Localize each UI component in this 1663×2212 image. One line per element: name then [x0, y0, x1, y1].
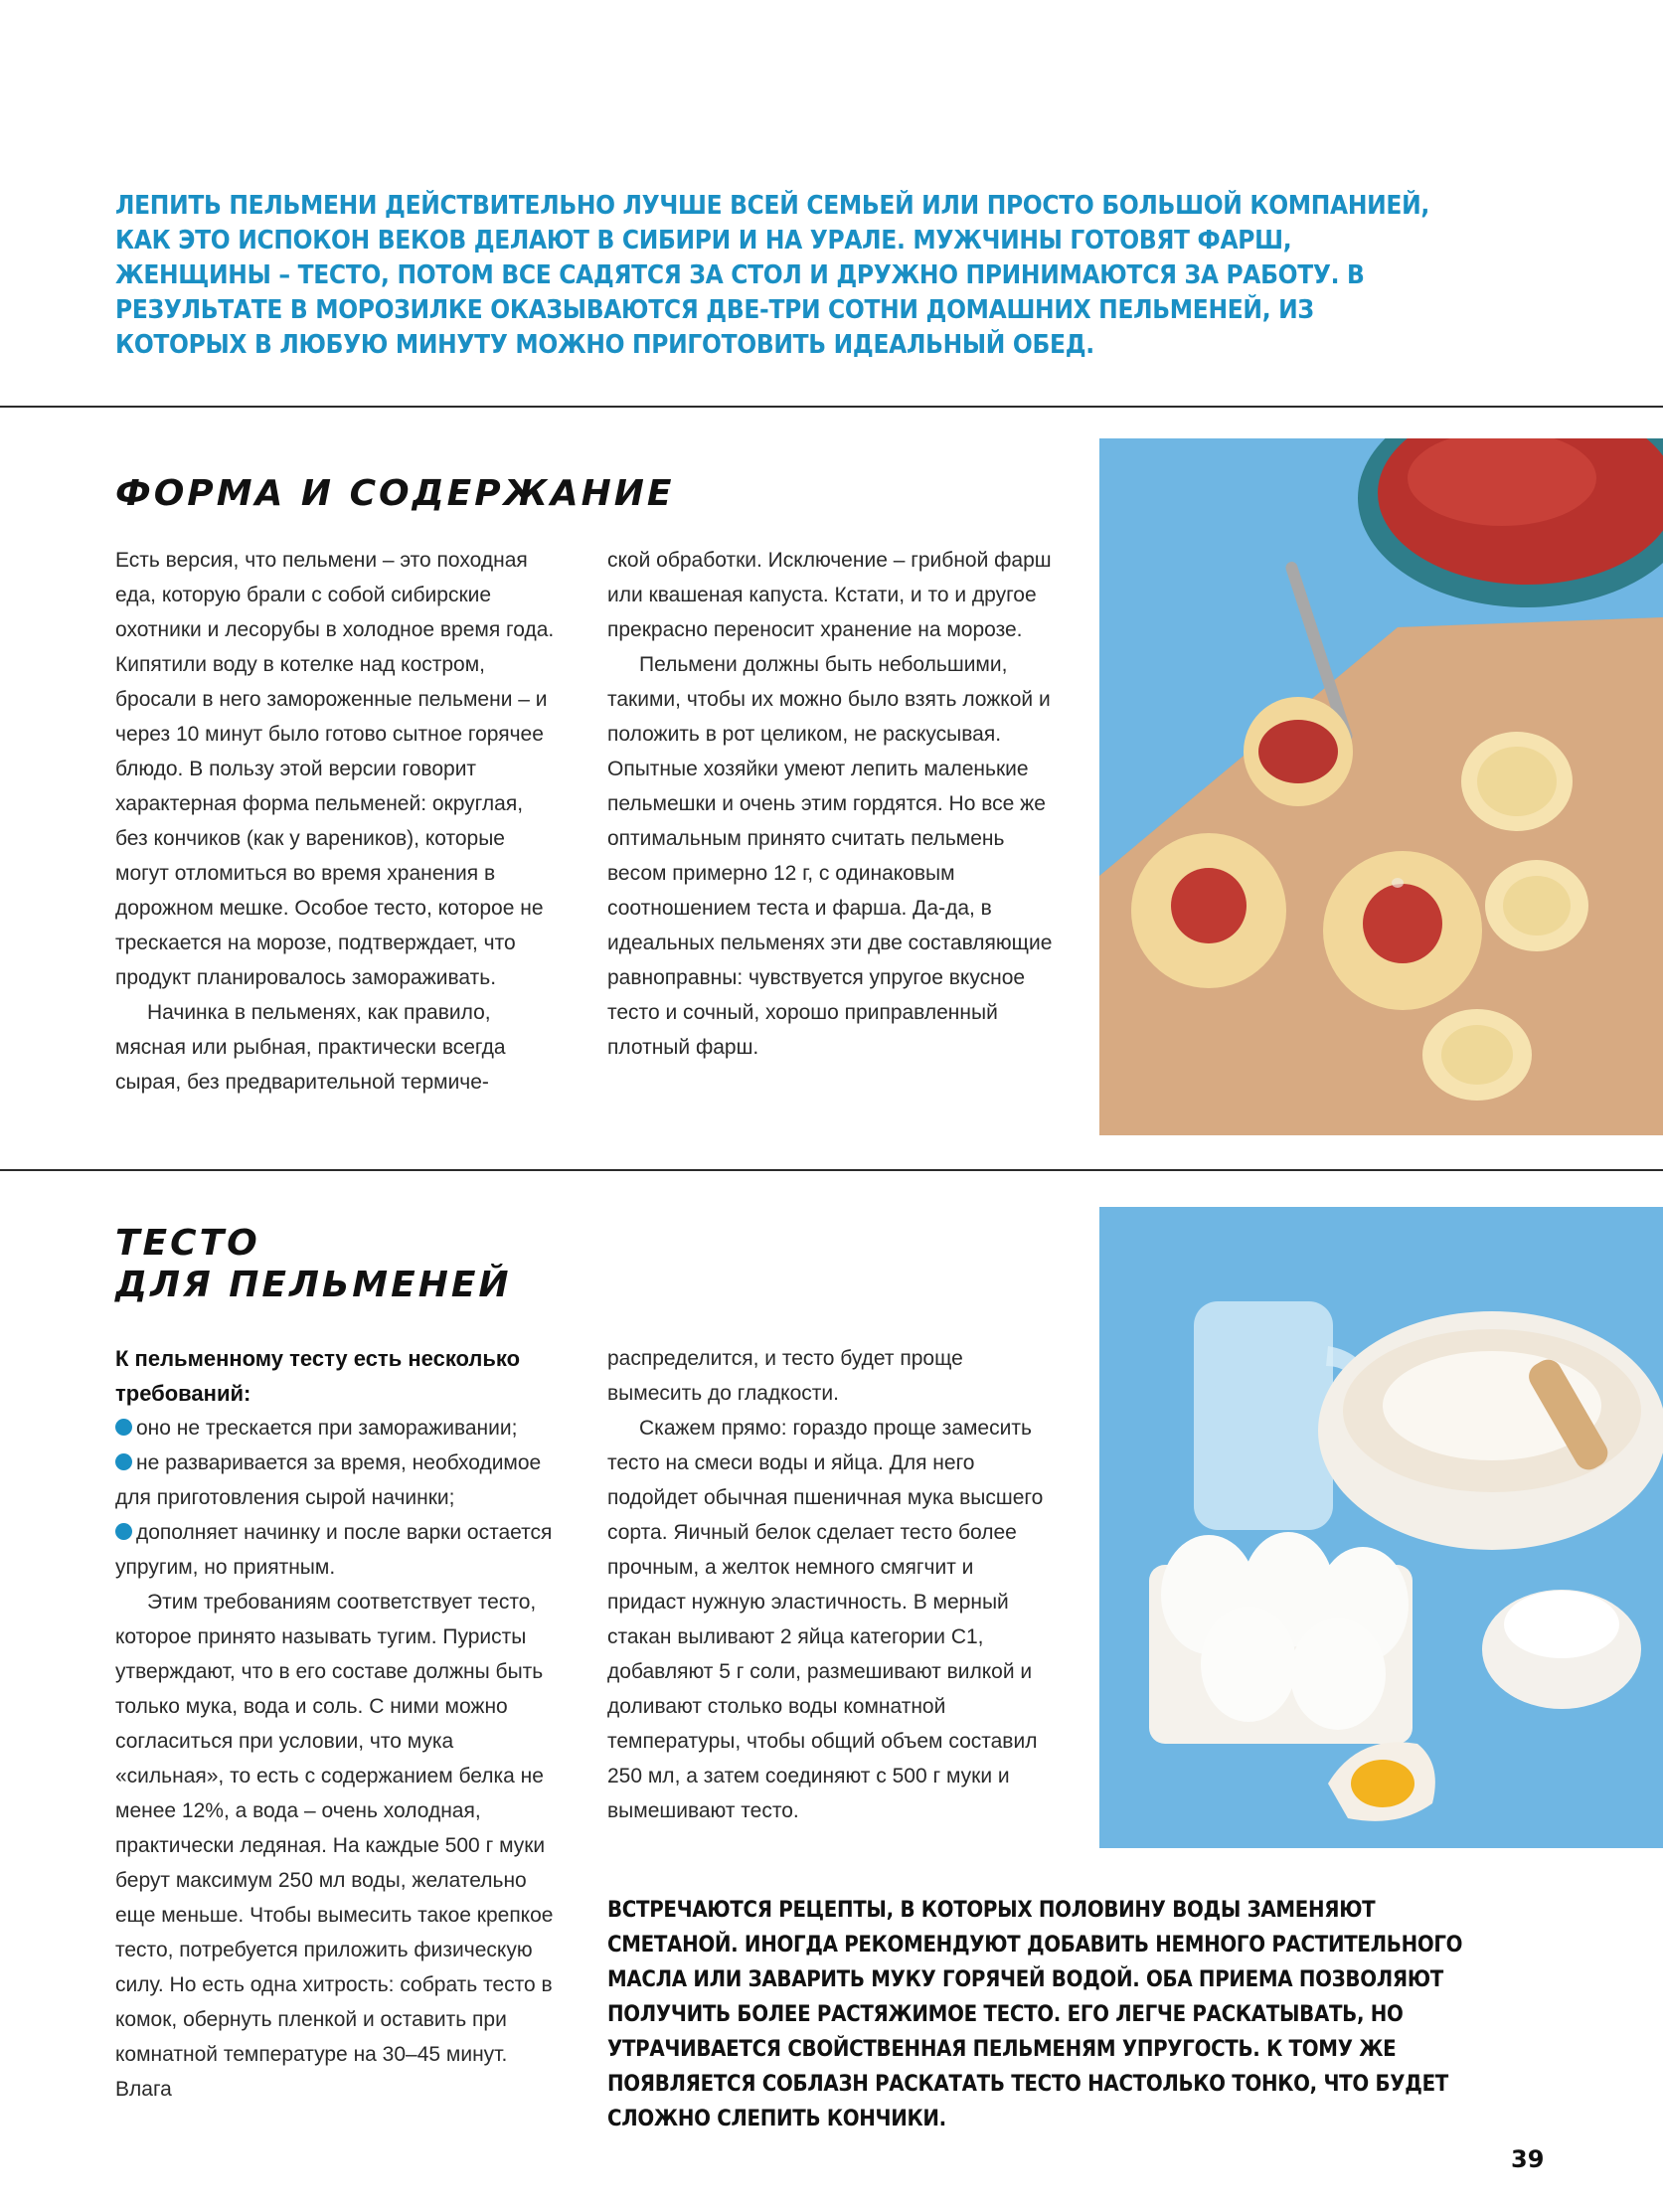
paragraph: распределится, и тесто будет проще вымесить до гладкости.	[607, 1347, 963, 1405]
title-line-1: ТЕСТО	[115, 1223, 260, 1264]
section1-column-2	[607, 543, 1053, 1065]
requirements-lead: К пельменному тесту есть несколько требований:	[115, 1346, 521, 1406]
dough-ingredients-photo	[1099, 1207, 1663, 1848]
paragraph: ской обработки. Исключение – грибной фарш или квашеная капуста. Кстати, и то и другое прекрасно переносит хранение на морозе.	[607, 549, 1052, 641]
title-line-2: ДЛЯ ПЕЛЬМЕНЕЙ	[115, 1265, 512, 1305]
section-title-dough	[115, 1223, 512, 1306]
bullet-icon	[115, 1453, 132, 1470]
section2-column-1	[115, 1341, 561, 2107]
page-number: 39	[1511, 2145, 1545, 2173]
bullet-icon	[115, 1419, 132, 1436]
tip-note: ВСТРЕЧАЮТСЯ РЕЦЕПТЫ, В КОТОРЫХ ПОЛОВИНУ ВОДЫ ЗАМЕНЯЮТ СМЕТАНОЙ. ИНОГДА РЕКОМЕНДУЮТ ДОБАВИТЬ НЕМНОГО РАСТИТЕЛЬНОГО МАСЛА ИЛИ ЗАВАРИТЬ МУКУ ГОРЯЧЕЙ ВОДОЙ. ОБА ПРИЕМА ПОЗВОЛЯЮТ ПОЛУЧИТЬ БОЛЕЕ РАСТЯЖИМОЕ ТЕСТО. ЕГО ЛЕГЧЕ РАСКАТЫВАТЬ, НО УТРАЧИВАЕТСЯ СВОЙСТВЕННАЯ ПЕЛЬМЕНЯМ УПРУГОСТЬ. К ТОМУ ЖЕ ПОЯВЛЯЕТСЯ СОБЛАЗН РАСКАТАТЬ ТЕСТО НАСТОЛЬКО ТОНКО, ЧТО БУДЕТ СЛОЖНО СЛЕПИТЬ КОНЧИКИ.	[607, 1898, 1463, 2131]
paragraph: Этим требованиям соответствует тесто, которое принято называть тугим. Пуристы утверждают, что в его составе должны быть только мука, вода и соль. С ними можно согласиться при условии, что мука «сильная», то есть с содержанием белка не менее 12%, а вода – очень холодная, практически ледяная. На каждые 500 г муки берут максимум 250 мл воды, желательно еще меньше. Чтобы вымесить такое крепкое тесто, потребуется приложить физическую силу. Но есть одна хитрость: собрать тесто в комок, обернуть пленкой и оставить при комнатной температуре на 30–45 минут. Влага	[115, 1591, 554, 2101]
section-divider	[0, 1169, 1663, 1171]
section-divider	[0, 406, 1663, 408]
bullet-item	[115, 1446, 561, 1515]
intro-lead: ЛЕПИТЬ ПЕЛЬМЕНИ ДЕЙСТВИТЕЛЬНО ЛУЧШЕ ВСЕЙ СЕМЬЕЙ ИЛИ ПРОСТО БОЛЬШОЙ КОМПАНИЕЙ, КАК ЭТО ИСПОКОН ВЕКОВ ДЕЛАЮТ В СИБИРИ И НА УРАЛЕ. МУЖЧИНЫ ГОТОВЯТ ФАРШ, ЖЕНЩИНЫ – ТЕСТО, ПОТОМ ВСЕ САДЯТСЯ ЗА СТОЛ И ДРУЖНО ПРИНИМАЮТСЯ ЗА РАБОТУ. В РЕЗУЛЬТАТЕ В МОРОЗИЛКЕ ОКАЗЫВАЮТСЯ ДВЕ-ТРИ СОТНИ ДОМАШНИХ ПЕЛЬМЕНЕЙ, ИЗ КОТОРЫХ В ЛЮБУЮ МИНУТУ МОЖНО ПРИГОТОВИТЬ ИДЕАЛЬНЫЙ ОБЕД.	[115, 191, 1429, 360]
section1-column-1	[115, 543, 561, 1100]
dumplings-photo	[1099, 438, 1663, 1135]
paragraph: Есть версия, что пельмени – это походная еда, которую брали с собой сибирские охотники и лесорубы в холодное время года. Кипятили воду в котелке над костром, бросали в него замороженные пельмени – и через 10 минут было готово сытное горячее блюдо. В пользу этой версии говорит характерная форма пельменей: округлая, без кончиков (как у вареников), которые могут отломиться во время хранения в дорожном мешке. Особое тесто, которое не трескается на морозе, подтверждает, что продукт планировалось замораживать.	[115, 549, 555, 989]
paragraph: Скажем прямо: гораздо проще замесить тесто на смеси воды и яйца. Для него подойдет обычная пшеничная мука высшего сорта. Яичный белок сделает тесто более прочным, а желток немного смягчит и придаст нужную эластичность. В мерный стакан выливают 2 яйца категории С1, добавляют 5 г соли, размешивают вилкой и доливают столько воды комнатной температуры, чтобы общий объем составил 250 мл, а затем соединяют с 500 г муки и вымешивают тесто.	[607, 1417, 1044, 1822]
paragraph: Пельмени должны быть небольшими, такими, чтобы их можно было взять ложкой и положить в рот целиком, не раскусывая. Опытные хозяйки умеют лепить маленькие пельмешки и очень этим гордятся. Но все же оптимальным принято считать пельмень весом примерно 12 г, с одинаковым соотношением теста и фарша. Да-да, в идеальных пельменях эти две составляющие равноправны: чувствуется упругое вкусное тесто и сочный, хорошо приправленный плотный фарш.	[607, 653, 1053, 1059]
bullet-item	[115, 1515, 561, 1585]
bullet-text: не разваривается за время, необходимое для приготовления сырой начинки;	[115, 1451, 542, 1509]
bullet-text: дополняет начинку и после варки остается упругим, но приятным.	[115, 1521, 553, 1579]
bullet-icon	[115, 1523, 132, 1540]
section-title-form: ФОРМА И СОДЕРЖАНИЕ	[115, 473, 675, 514]
paragraph: Начинка в пельменях, как правило, мясная или рыбная, практически всегда сырая, без предварительной термиче-	[115, 1001, 506, 1094]
section2-column-2	[607, 1341, 1053, 1828]
bullet-text: оно не трескается при замораживании;	[136, 1417, 518, 1440]
bullet-item	[115, 1411, 561, 1446]
